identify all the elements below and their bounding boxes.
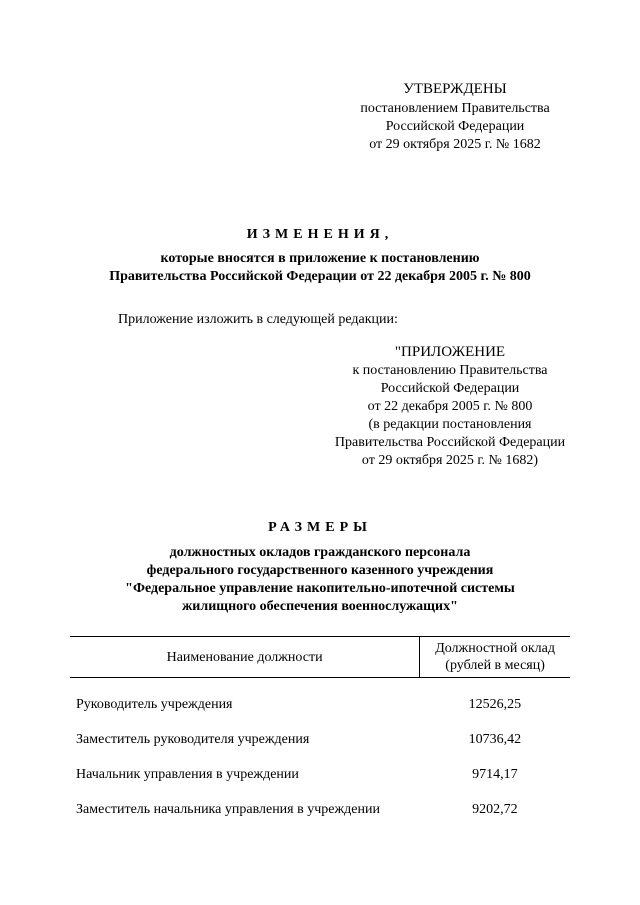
appendix-line: Российской Федерации [380, 381, 520, 396]
approval-stamp [320, 80, 590, 154]
approval-heading: УТВЕРЖДЕНЫ [403, 81, 507, 97]
changes-line: которые вносятся в приложение к постановлению [160, 251, 480, 266]
approval-line: Российской Федерации [385, 119, 525, 134]
column-header-salary [420, 637, 570, 678]
table-row [70, 713, 570, 748]
position-name: Заместитель руководителя учреждения [76, 732, 310, 747]
sizes-title: РАЗМЕРЫ [268, 520, 372, 535]
appendix-line: от 22 декабря 2005 г. № 800 [367, 399, 533, 414]
salary-value: 10736,42 [468, 732, 522, 747]
sizes-line: жилищного обеспечения военнослужащих" [182, 599, 458, 614]
appendix-line: к постановлению Правительства [352, 363, 548, 378]
appendix-line: Правительства Российской Федерации [334, 435, 566, 450]
appendix-line: от 29 октября 2025 г. № 1682) [361, 453, 539, 468]
table-row [70, 783, 570, 818]
position-name: Руководитель учреждения [76, 697, 233, 712]
changes-line: Правительства Российской Федерации от 22 декабря 2005 г. № 800 [109, 269, 531, 284]
sizes-line: федерального государственного казенного учреждения [146, 563, 494, 578]
salary-value: 9714,17 [472, 767, 518, 782]
sizes-line: "Федеральное управление накопительно-ипотечной системы [125, 581, 515, 596]
column-header-salary-line: (рублей в месяц) [445, 658, 545, 673]
column-header-position: Наименование должности [70, 637, 420, 678]
salary-table [70, 636, 570, 818]
sizes-header [40, 519, 600, 616]
table-header-row [70, 637, 570, 678]
appendix-stamp [300, 343, 600, 470]
table-row [70, 748, 570, 783]
approval-line: от 29 октября 2025 г. № 1682 [369, 137, 541, 152]
appendix-heading: "ПРИЛОЖЕНИЕ [394, 344, 506, 360]
changes-title: ИЗМЕНЕНИЯ, [246, 227, 394, 242]
salary-value: 12526,25 [468, 697, 522, 712]
salary-value: 9202,72 [472, 802, 518, 817]
column-header-salary-line: Должностной оклад [435, 641, 555, 656]
sizes-line: должностных окладов гражданского персонала [169, 545, 471, 560]
position-name: Начальник управления в учреждении [76, 767, 299, 782]
position-name: Заместитель начальника управления в учреждении [76, 802, 380, 817]
changes-header [60, 226, 580, 286]
approval-line: постановлением Правительства [360, 101, 550, 116]
intro-text: Приложение изложить в следующей редакции: [118, 312, 398, 327]
table-row [70, 678, 570, 714]
appendix-line: (в редакции постановления [368, 417, 532, 432]
